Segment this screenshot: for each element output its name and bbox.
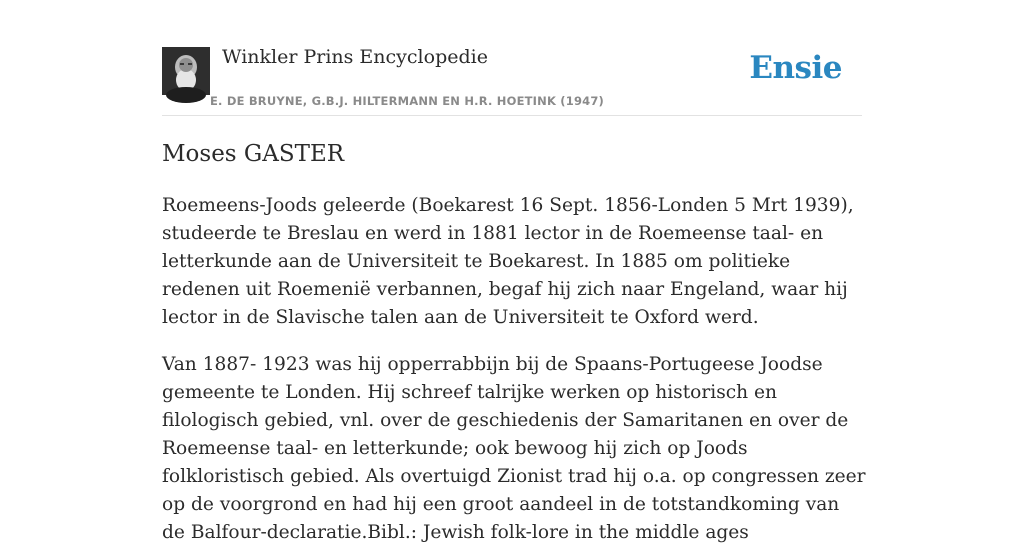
- author-portrait-icon: [162, 47, 210, 95]
- source-title[interactable]: Winkler Prins Encyclopedie: [222, 46, 488, 68]
- entry-title: Moses GASTER: [162, 141, 345, 167]
- source-authors: E. DE BRUYNE, G.B.J. HILTERMANN EN H.R. HOETINK (1947): [210, 94, 605, 108]
- brand-logo[interactable]: Ensie: [749, 50, 842, 86]
- entry-paragraph: Roemeens-Joods geleerde (Boekarest 16 Sept. 1856-Londen 5 Mrt 1939), studeerde te Breslau en werd in 1881 lector in de Roemeense taal- en letterkunde aan de Universiteit te Boekarest. In 1885 om politieke redenen uit Roemenië verbannen, begaf hij zich naar Engeland, waar hij lector in de Slavische talen aan de Universiteit te Oxford werd.: [162, 195, 854, 328]
- page: [162, 0, 866, 543]
- source-header: [162, 0, 862, 116]
- entry-paragraph: Van 1887- 1923 was hij opperrabbijn bij de Spaans-Portugeese Joodse gemeente te Londen. Hij schreef talrijke werken op historisch en filologisch gebied, vnl. over de geschiedenis der Samaritanen en over de Roemeense taal- en letterkunde; ook bewoog hij zich op Joods folkloristisch gebied. Als overtuigd Zionist trad hij o.a. op congressen zeer op de voorgrond en had hij een groot aandeel in de totstandkoming van de Balfour-declaratie.Bibl.: Jewish folk-lore in the middle ages: [162, 354, 866, 543]
